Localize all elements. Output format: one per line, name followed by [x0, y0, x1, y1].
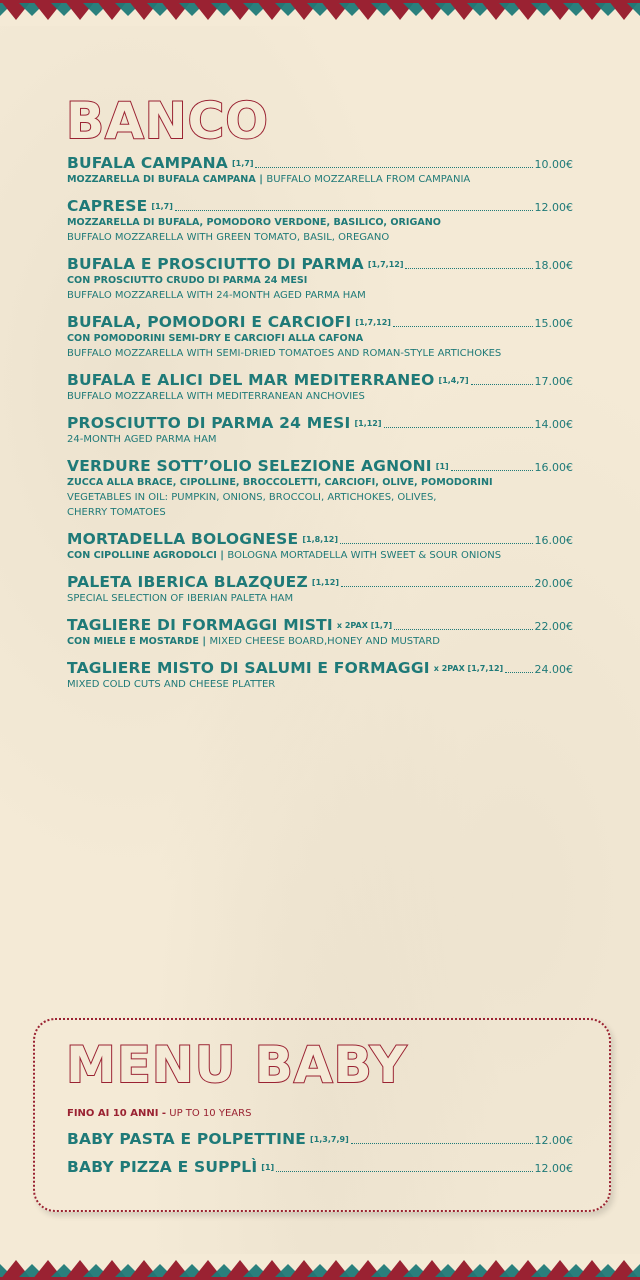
menu-item: [67, 313, 573, 361]
dotted-leader: [340, 543, 533, 544]
menu-item: [67, 659, 573, 692]
item-allergens: [1,7,12]: [355, 318, 391, 327]
item-name: MORTADELLA BOLOGNESE: [67, 530, 299, 548]
item-allergens: [1,12]: [354, 419, 382, 428]
banco-items-list: [67, 154, 573, 702]
menu-item: [67, 616, 573, 649]
item-price: 12.00€: [534, 1162, 573, 1175]
item-price: 14.00€: [534, 418, 573, 431]
item-name: BUFALA, POMODORI E CARCIOFI: [67, 313, 352, 331]
item-desc-en: MIXED COLD CUTS AND CHEESE PLATTER: [67, 679, 276, 690]
item-allergens: [1]: [261, 1163, 275, 1172]
item-price: 24.00€: [534, 663, 573, 676]
menu-item: [67, 457, 573, 520]
dotted-leader: [384, 427, 533, 428]
item-name: TAGLIERE MISTO DI SALUMI E FORMAGGI: [67, 659, 430, 677]
desc-separator: |: [198, 636, 210, 647]
item-allergens: [1,3,7,9]: [310, 1135, 349, 1144]
item-desc-en: BUFFALO MOZZARELLA WITH SEMI-DRIED TOMATOES AND ROMAN-STYLE ARTICHOKES: [67, 348, 502, 359]
item-description: [67, 172, 573, 187]
item-name: CAPRESE: [67, 197, 148, 215]
baby-note-it: FINO AI 10 ANNI -: [67, 1108, 167, 1119]
item-allergens: [1,7]: [151, 202, 173, 211]
item-price: 12.00€: [534, 201, 573, 214]
banco-title: BANCO: [66, 92, 269, 150]
item-allergens: [1,12]: [311, 578, 339, 587]
item-name: BABY PIZZA E SUPPLÌ: [67, 1158, 258, 1176]
item-price: 16.00€: [534, 461, 573, 474]
item-price: 12.00€: [534, 1134, 573, 1147]
item-desc-en: BOLOGNA MORTADELLA WITH SWEET & SOUR ONIONS: [227, 550, 502, 561]
item-desc-en: 24-MONTH AGED PARMA HAM: [67, 434, 217, 445]
dotted-leader: [471, 384, 533, 385]
item-desc-en: BUFFALO MOZZARELLA WITH MEDITERRANEAN ANCHOVIES: [67, 391, 365, 402]
item-name: BUFALA CAMPANA: [67, 154, 228, 172]
item-desc-it: ZUCCA ALLA BRACE, CIPOLLINE, BROCCOLETTI, CARCIOFI, OLIVE, POMODORINI: [67, 477, 493, 488]
dotted-leader: [276, 1171, 532, 1172]
item-desc-en: SPECIAL SELECTION OF IBERIAN PALETA HAM: [67, 593, 294, 604]
item-name: TAGLIERE DI FORMAGGI MISTI: [67, 616, 333, 634]
menu-baby-title: MENU BABY: [66, 1036, 408, 1094]
menu-item: [67, 255, 573, 303]
desc-separator: |: [216, 550, 228, 561]
item-price: 18.00€: [534, 259, 573, 272]
dotted-leader: [394, 629, 532, 630]
item-desc-it: MOZZARELLA DI BUFALA, POMODORO VERDONE, BASILICO, ORIGANO: [67, 217, 441, 228]
item-desc-it: CON MIELE E MOSTARDE: [67, 636, 199, 647]
item-name: PROSCIUTTO DI PARMA 24 MESI: [67, 414, 351, 432]
menu-item: [67, 530, 573, 563]
item-description: [67, 548, 573, 563]
item-allergens: [1,4,7]: [438, 376, 469, 385]
item-price: 10.00€: [534, 158, 573, 171]
item-allergens: [1,7,12]: [367, 260, 404, 269]
item-desc-en: BUFFALO MOZZARELLA WITH GREEN TOMATO, BASIL, OREGANO: [67, 232, 390, 243]
menu-item: [67, 573, 573, 606]
item-desc-it: CON CIPOLLINE AGRODOLCI: [67, 550, 217, 561]
desc-separator: |: [255, 174, 267, 185]
item-desc-en: VEGETABLES IN OIL: PUMPKIN, ONIONS, BROCCOLI, ARTICHOKES, OLIVES,: [67, 492, 437, 503]
dotted-leader: [255, 167, 532, 168]
menu-item: [67, 1130, 573, 1148]
item-allergens: [1,7]: [231, 159, 254, 168]
item-allergens: x 2PAX [1,7]: [336, 621, 393, 630]
dotted-leader: [405, 268, 532, 269]
item-desc-en: BUFFALO MOZZARELLA FROM CAMPANIA: [266, 174, 471, 185]
item-desc-it: MOZZARELLA DI BUFALA CAMPANA: [67, 174, 256, 185]
item-name: VERDURE SOTT’OLIO SELEZIONE AGNONI: [67, 457, 432, 475]
item-desc-en: BUFFALO MOZZARELLA WITH 24-MONTH AGED PARMA HAM: [67, 290, 366, 301]
menu-item: [67, 414, 573, 447]
item-name: PALETA IBERICA BLAZQUEZ: [67, 573, 308, 591]
item-name: BABY PASTA E POLPETTINE: [67, 1130, 307, 1148]
menu-item: [67, 197, 573, 245]
item-allergens: x 2PAX [1,7,12]: [433, 664, 504, 673]
item-price: 17.00€: [534, 375, 573, 388]
menu-item: [67, 154, 573, 187]
top-decorative-border: [0, 0, 640, 26]
item-description: [67, 634, 573, 649]
item-price: 16.00€: [534, 534, 573, 547]
baby-note-en: UP TO 10 YEARS: [166, 1108, 252, 1119]
baby-age-note: [67, 1108, 251, 1119]
dotted-leader: [393, 326, 533, 327]
baby-items-list: [67, 1130, 573, 1176]
item-price: 15.00€: [534, 317, 573, 330]
dotted-leader: [341, 586, 533, 587]
bottom-decorative-border: [0, 1254, 640, 1280]
dotted-leader: [451, 470, 533, 471]
item-name: BUFALA E PROSCIUTTO DI PARMA: [67, 255, 364, 273]
item-allergens: [1,8,12]: [302, 535, 338, 544]
dotted-leader: [351, 1143, 533, 1144]
item-desc-en: MIXED CHEESE BOARD,HONEY AND MUSTARD: [209, 636, 440, 647]
item-name: BUFALA E ALICI DEL MAR MEDITERRANEO: [67, 371, 435, 389]
item-desc-it: CON PROSCIUTTO CRUDO DI PARMA 24 MESI: [67, 275, 308, 286]
dotted-leader: [175, 210, 533, 211]
menu-item: [67, 1158, 573, 1176]
item-price: 22.00€: [534, 620, 573, 633]
item-desc-en-continued: CHERRY TOMATOES: [67, 507, 166, 518]
item-desc-it: CON POMODORINI SEMI-DRY E CARCIOFI ALLA CAFONA: [67, 333, 364, 344]
dotted-leader: [505, 672, 532, 673]
item-allergens: [1]: [435, 462, 449, 471]
menu-item: [67, 371, 573, 404]
item-price: 20.00€: [534, 577, 573, 590]
